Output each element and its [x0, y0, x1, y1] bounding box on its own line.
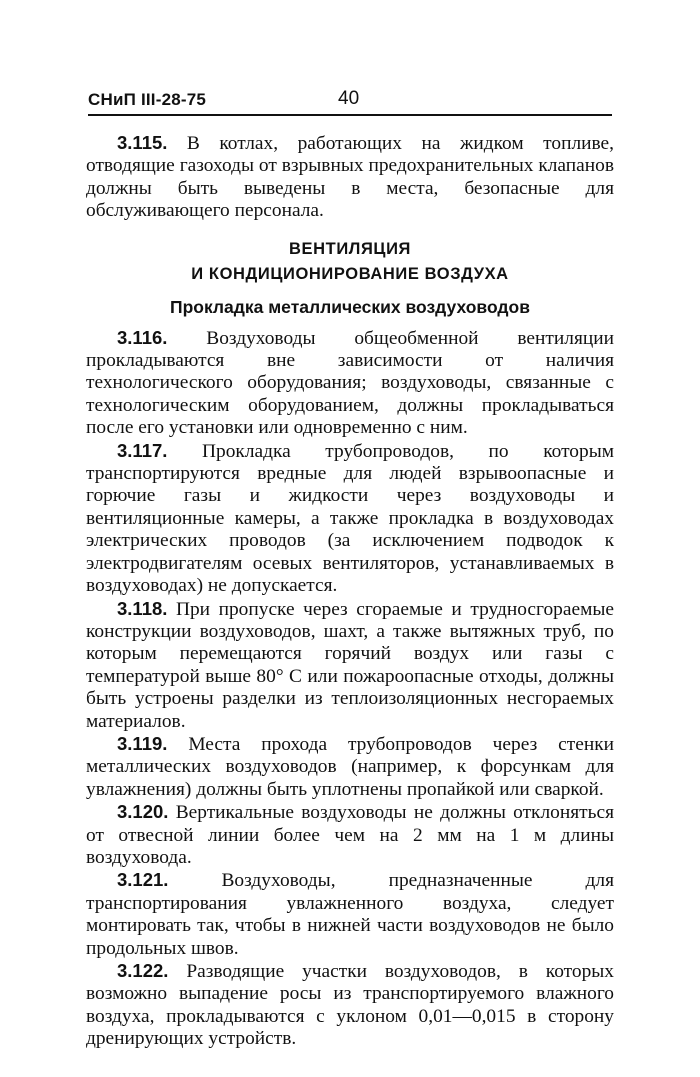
paragraph-3-115: [86, 132, 614, 223]
paragraph-3-117: [86, 440, 614, 598]
paragraph-text: Места прохода трубопроводов через стенки металлических воздуховодов (например, к форсункам для увлажнения) должны быть уплотнены пропайкой или сваркой.: [86, 733, 614, 800]
paragraph-text: Воздуховоды общеобменной вентиляции прокладываются вне зависимости от наличия технологического оборудования; воздуховоды, связанные с технологическим оборудованием, должны прокладываться после его установки или одновременно с ним.: [86, 327, 614, 439]
paragraph-3-122: [86, 960, 614, 1051]
paragraph-text: Прокладка трубопроводов, по которым транспортируются вредные для людей взрывоопасные и горючие газы и жидкости через воздуховоды и вентиляционные камеры, а также прокладка в воздуховодах электрических проводов (за исключением подводок к электродвигателям осевых вентиляторов, устанавливаемых в воздуховодах) не допускается.: [86, 440, 614, 597]
document-code: СНиП III-28-75: [88, 90, 207, 109]
paragraph-number: 3.122.: [117, 960, 169, 981]
page-body: [86, 132, 614, 1051]
subsection-title: Прокладка металлических воздуховодов: [170, 296, 530, 317]
paragraph-3-121: [86, 869, 614, 960]
section-title-line-2: И КОНДИЦИОНИРОВАНИЕ ВОЗДУХА: [191, 264, 509, 283]
paragraph-3-116: [86, 327, 614, 440]
section-title: [86, 237, 614, 287]
paragraph-text: Вертикальные воздуховоды не должны отклоняться от отвесной линии более чем на 2 мм на 1 м длины воздуховода.: [86, 802, 614, 868]
page-number: 40: [338, 88, 360, 109]
paragraph-number: 3.120.: [117, 801, 169, 823]
paragraph-text: При пропуске через сгораемые и трудносгораемые конструкции воздуховодов, шахт, а также вытяжных труб, по которым перемещаются горячий воздух или газы с температурой выше 80° С или пожароопасные отходы, должны быть устроены разделки из теплоизоляционных несгораемых материалов.: [86, 598, 614, 732]
paragraph-number: 3.116.: [117, 326, 168, 348]
paragraph-text: Воздуховоды, предназначенные для транспортирования увлажненного воздуха, следует монтировать так, чтобы в нижней части воздуховодов не было продольных швов.: [86, 870, 614, 959]
paragraph-number: 3.117.: [117, 439, 168, 461]
paragraph-number: 3.119.: [117, 732, 168, 754]
paragraph-3-118: [86, 598, 614, 733]
paragraph-text: В котлах, работающих на жидком топливе, отводящие газоходы от взрывных предохранительных клапанов должны быть выведены в места, безопасные для обслуживающего персонала.: [86, 133, 614, 222]
paragraph-3-120: [86, 801, 614, 869]
paragraph-3-119: [86, 733, 614, 801]
section-title-line-1: ВЕНТИЛЯЦИЯ: [289, 239, 411, 258]
paragraph-number: 3.115.: [117, 132, 168, 153]
paragraph-number: 3.121.: [117, 869, 169, 891]
paragraph-number: 3.118.: [117, 597, 168, 619]
page-header: [88, 88, 612, 116]
paragraph-text: Разводящие участки воздуховодов, в которых возможно выпадение росы из транспортируемого влажного воздуха, прокладываются с уклоном 0,01—0,015 в сторону дренирующих устройств.: [86, 961, 614, 1050]
